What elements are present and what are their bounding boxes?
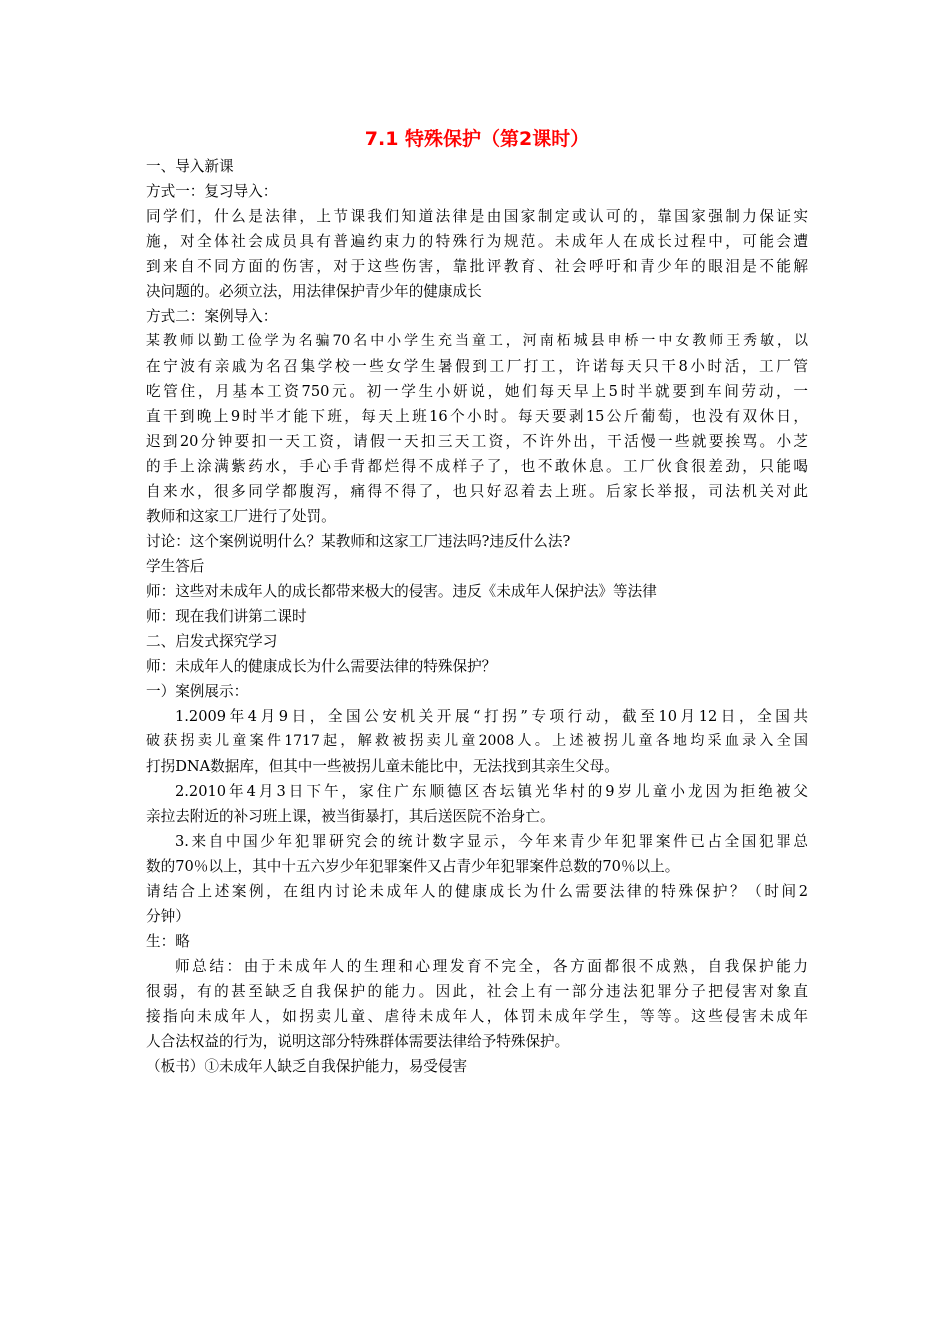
section-heading-inquiry: 二、启发式探究学习: [146, 633, 278, 650]
case-two-line: 亲拉去附近的补习班上课，被当街暴打，其后送医院不治身亡。: [146, 808, 555, 825]
teacher-line: 师：这些对未成年人的成长都带来极大的侵害。违反《未成年人保护法》等法律: [146, 583, 657, 600]
summary-line: 人合法权益的行为，说明这部分特殊群体需要法律给予特殊保护。: [146, 1033, 570, 1050]
case-two-line: 2.2010年4月3日下午，家住广东顺德区杏坛镇光华村的9岁儿童小龙因为拒绝被父: [175, 783, 808, 800]
board-note-line: （板书）①未成年人缺乏自我保护能力，易受侵害: [146, 1058, 468, 1075]
case-one-line: 打拐DNA数据库，但其中一些被拐儿童未能比中，无法找到其亲生父母。: [146, 758, 619, 775]
summary-line: 师总结：由于未成年人的生理和心理发育不完全，各方面都很不成熟，自我保护能力: [175, 958, 808, 975]
paragraph-line: 施，对全体社会成员具有普遍约束力的特殊行为规范。未成年人在成长过程中，可能会遭: [146, 233, 808, 250]
case-display-heading: 一）案例展示：: [146, 683, 249, 700]
paragraph-line: 直干到晚上9时半才能下班，每天上班16个小时。每天要剥15公斤葡萄，也没有双休日，: [146, 408, 808, 425]
summary-line: 接指向未成年人，如拐卖儿童、虐待未成年人，体罚未成年学生，等等。这些侵害未成年: [146, 1008, 808, 1025]
document-title: 7.1 特殊保护（第2课时）: [364, 128, 590, 150]
teacher-question-line: 师：未成年人的健康成长为什么需要法律的特殊保护？: [146, 658, 497, 675]
section-heading-intro: 一、导入新课: [146, 158, 234, 175]
case-three-line: 数的70％以上，其中十五六岁少年犯罪案件又占青少年犯罪案件总数的70％以上。: [146, 858, 680, 875]
case-one-line: 破获拐卖儿童案件1717起，解救被拐卖儿童2008人。上述被拐儿童各地均采血录入全国: [146, 733, 808, 749]
student-answer-line: 学生答后: [146, 558, 205, 575]
paragraph-line: 自来水，很多同学都腹泻，痛得不得了，也只好忍着去上班。后家长举报，司法机关对此: [146, 483, 808, 500]
paragraph-line: 教师和这家工厂进行了处罚。: [146, 508, 336, 525]
method-two-heading: 方式二：案例导入：: [146, 308, 278, 325]
group-discussion-line: 分钟）: [146, 908, 190, 925]
paragraph-line: 某教师以勤工俭学为名骗70名中小学生充当童工，河南柘城县申桥一中女教师王秀敏，以: [146, 333, 808, 349]
paragraph-line: 决问题的。必须立法，用法律保护青少年的健康成长: [146, 283, 482, 300]
paragraph-line: 同学们，什么是法律，上节课我们知道法律是由国家制定或认可的，靠国家强制力保证实: [146, 208, 808, 225]
paragraph-line: 到来自不同方面的伤害，对于这些伤害，靠批评教育、社会呼吁和青少年的眼泪是不能解: [146, 258, 808, 275]
paragraph-line: 迟到20分钟要扣一天工资，请假一天扣三天工资，不许外出，干活慢一些就要挨骂。小芝: [146, 433, 808, 450]
group-discussion-line: 请结合上述案例，在组内讨论未成年人的健康成长为什么需要法律的特殊保护？（时间2: [146, 883, 808, 900]
case-one-line: 1.2009年4月9日，全国公安机关开展“打拐”专项行动，截至10月12日，全国共: [175, 708, 808, 725]
paragraph-line: 在宁波有亲戚为名召集学校一些女学生暑假到工厂打工，许诺每天只干8小时活，工厂管: [146, 358, 808, 375]
paragraph-line: 吃管住，月基本工资750元。初一学生小妍说，她们每天早上5时半就要到车间劳动，一: [146, 383, 808, 400]
document-page: [146, 126, 808, 1079]
case-three-line: 3.来自中国少年犯罪研究会的统计数字显示，今年来青少年犯罪案件已占全国犯罪总: [175, 833, 808, 850]
paragraph-line: 的手上涂满紫药水，手心手背都烂得不成样子了，也不敢休息。工厂伙食很差劲，只能喝: [146, 458, 808, 475]
summary-line: 很弱，有的甚至缺乏自我保护的能力。因此，社会上有一部分违法犯罪分子把侵害对象直: [146, 983, 808, 1000]
teacher-line: 师：现在我们讲第二课时: [146, 608, 307, 625]
student-line: 生：略: [146, 933, 190, 950]
discussion-line: 讨论：这个案例说明什么？某教师和这家工厂违法吗?违反什么法?: [146, 533, 571, 550]
method-one-heading: 方式一：复习导入：: [146, 183, 278, 200]
